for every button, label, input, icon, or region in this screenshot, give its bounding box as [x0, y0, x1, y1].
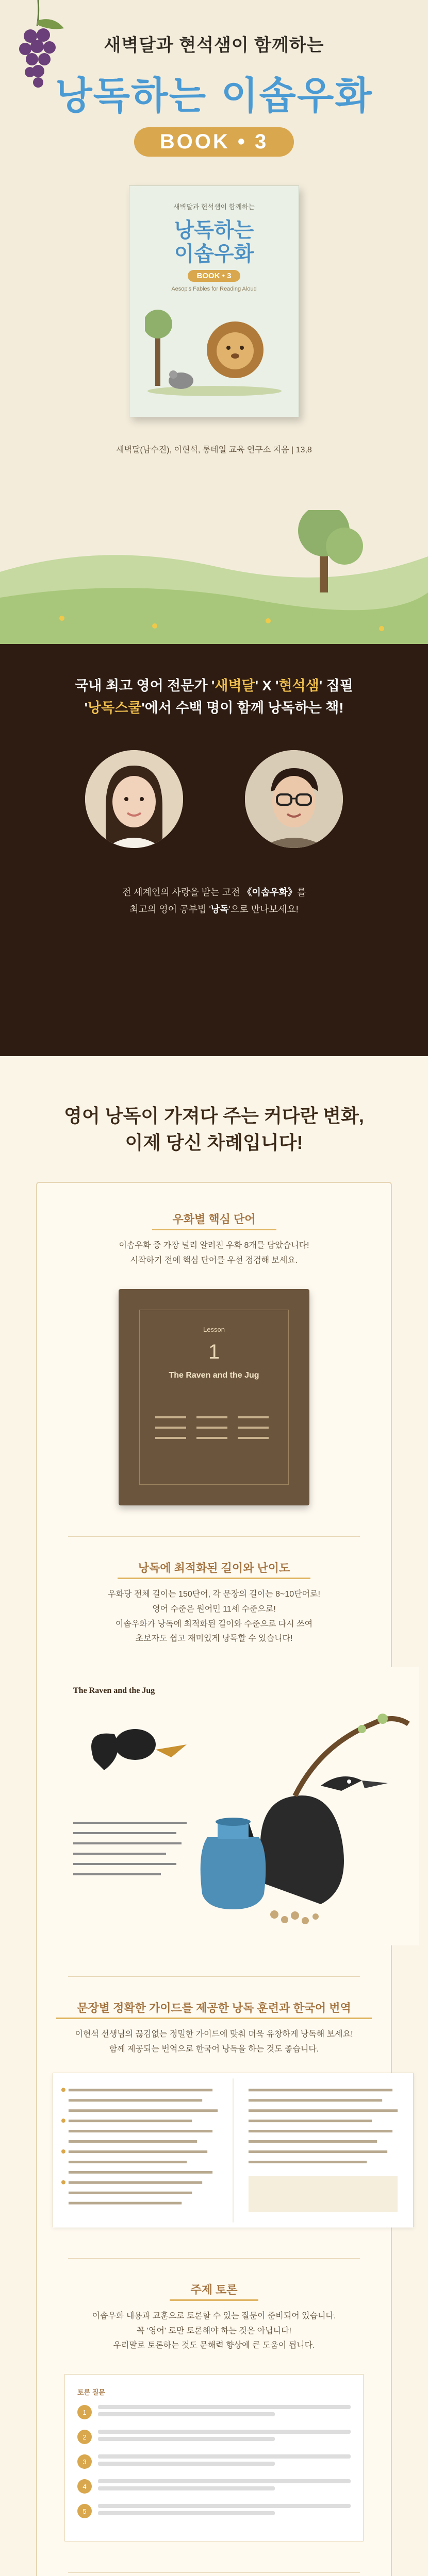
male-author-icon [245, 750, 343, 848]
guide-spread-image [53, 2073, 414, 2227]
authors-body-text: 를 [297, 887, 306, 898]
hero-landscape-illustration [0, 510, 428, 644]
author-name-hyunseok: 현석샘 [278, 678, 319, 693]
question-text-placeholder [98, 2504, 351, 2518]
discussion-question [77, 2405, 351, 2419]
discuss-desc-line2: 꼭 '영어' 로만 토론해야 하는 것은 아닙니다! [137, 2326, 291, 2335]
section-divider [68, 2572, 360, 2573]
hero-subtitle: 새벽달과 현석샘이 함께하는 [104, 36, 324, 55]
vocab-book-image [119, 1289, 309, 1505]
story-desc-line4: 초보자도 쉽고 재미있게 낭독할 수 있습니다! [135, 1634, 293, 1643]
discuss-desc-line3: 우리말로 토론하는 것도 문해력 향상에 큰 도움이 됩니다. [113, 2341, 315, 2350]
features-panel [36, 1182, 392, 2576]
story-description [53, 1587, 375, 1647]
author-name-saebyukdal: 새벽달 [215, 678, 255, 693]
guide-section-label: 문장별 정확한 가이드를 제공한 낭독 훈련과 한국어 번역 [56, 1997, 372, 2019]
authors-heading-text: ' [84, 700, 88, 716]
authors-heading-line1 [21, 675, 407, 697]
book-cover-subtitle: Aesop's Fables for Reading Aloud [171, 286, 257, 292]
authors-body-text: 최고의 영어 공부법 ' [129, 904, 211, 914]
guide-desc-line2: 함께 제공되는 번역으로 한국어 낭독을 하는 것도 좋습니다. [109, 2044, 319, 2054]
read-aloud-text: 낭독 [210, 904, 229, 914]
book-cover-title-line1: 낭독하는 [174, 219, 254, 242]
raven-jug-illustration [53, 1667, 375, 1945]
vocab-word-list [140, 1411, 288, 1473]
section-divider [68, 1976, 360, 1977]
nadok-school-name: 낭독스쿨 [88, 700, 142, 716]
story-desc-line3: 이솝우화가 낭독에 최적화된 길이와 수준으로 다시 쓰여 [115, 1619, 313, 1629]
authors-heading-text: '에서 수백 명이 함께 낭독하는 책! [141, 700, 344, 716]
authors-body-text: 전 세계인의 사랑을 받는 고전 [122, 887, 243, 898]
discussion-question-list [77, 2405, 351, 2518]
book-cover-badge: BOOK • 3 [188, 270, 241, 282]
discussion-card [64, 2374, 364, 2541]
vocab-section-label: 우화별 핵심 단어 [152, 1209, 276, 1230]
authors-section [0, 644, 428, 1056]
story-desc-line1: 우화당 전체 길이는 150단어, 각 문장의 길이는 8~10단어로! [108, 1589, 320, 1599]
question-text-placeholder [98, 2405, 351, 2419]
vocab-desc-line1: 이솝우화 중 가장 널리 알려진 우화 8개를 담았습니다! [119, 1241, 309, 1250]
features-heading-line2: 이제 당신 차례입니다! [125, 1132, 303, 1154]
guide-page-spread [53, 2073, 413, 2228]
book-cover-title-line2: 이솝우화 [174, 243, 254, 265]
vocab-lesson-title: The Raven and the Jug [169, 1370, 259, 1380]
book-cover [129, 185, 299, 417]
authors-heading-text: ' 집필 [319, 678, 353, 693]
question-number: 4 [77, 2479, 92, 2494]
vocab-lesson-label: Lesson [203, 1325, 225, 1333]
guide-desc-line1: 이현석 선생님의 끊김없는 정밀한 가이드에 맞춰 더욱 유창하게 낭독해 보세요! [75, 2030, 353, 2039]
section-divider [68, 2258, 360, 2259]
discussion-question [77, 2479, 351, 2494]
vocab-book-frame [139, 1310, 289, 1485]
story-section-label: 낭독에 최적화된 길이와 난이도 [118, 1557, 311, 1579]
authors-body-text: '으로 만나보세요! [228, 904, 299, 914]
question-number: 1 [77, 2405, 92, 2419]
question-text-placeholder [98, 2430, 351, 2444]
raven-jug-artwork [53, 1667, 419, 1945]
discuss-section-label: 주제 토론 [170, 2279, 258, 2301]
authors-heading-text: ' X ' [255, 678, 279, 693]
discuss-description [53, 2309, 375, 2353]
hero-book-badge: BOOK • 3 [134, 127, 294, 157]
question-text-placeholder [98, 2454, 351, 2469]
vocab-lesson-number: 1 [208, 1340, 220, 1363]
section-divider [68, 1536, 360, 1537]
hero-section [0, 0, 428, 644]
story-illus-title: The Raven and the Jug [73, 1686, 155, 1696]
book-cover-top-text: 새벽달과 현석샘이 함께하는 [173, 203, 255, 211]
hero-credit: 새벽달(남수진), 이현석, 롱테일 교육 연구소 지음 | 13,8 [116, 446, 312, 454]
avatar-hyunseok [245, 750, 343, 848]
features-section [0, 1056, 428, 2576]
question-number: 3 [77, 2454, 92, 2469]
discuss-desc-line1: 이솝우화 내용과 교훈으로 토론할 수 있는 질문이 준비되어 있습니다. [92, 2311, 336, 2320]
authors-heading-text: 국내 최고 영어 전문가 ' [75, 678, 215, 693]
discussion-card-heading: 토론 질문 [77, 2388, 105, 2397]
discussion-question [77, 2430, 351, 2444]
lion-mouse-illustration [145, 303, 284, 396]
hero-title: 낭독하는 이솝우화 [55, 74, 373, 118]
grapes-illustration [7, 0, 69, 103]
author-avatars [21, 750, 407, 848]
question-text-placeholder [98, 2479, 351, 2494]
discussion-question [77, 2504, 351, 2518]
story-desc-line2: 영어 수준은 원어민 11세 수준으로! [152, 1604, 276, 1614]
vocab-desc-line2: 시작하기 전에 핵심 단어를 우선 점검해 보세요. [130, 1256, 298, 1265]
question-number: 5 [77, 2504, 92, 2518]
female-author-icon [85, 750, 183, 848]
guide-description [53, 2027, 375, 2057]
discussion-question [77, 2454, 351, 2469]
authors-body [21, 884, 407, 918]
authors-heading-line2 [21, 697, 407, 719]
features-heading-line1: 영어 낭독이 가져다 주는 커다란 변화, [64, 1105, 364, 1126]
authors-body-line2 [21, 901, 407, 918]
vocab-description [53, 1239, 375, 1268]
authors-body-line1 [21, 884, 407, 901]
avatar-saebyukdal [85, 750, 183, 848]
aesop-title-text: 《이솝우화》 [242, 887, 297, 898]
question-number: 2 [77, 2430, 92, 2444]
